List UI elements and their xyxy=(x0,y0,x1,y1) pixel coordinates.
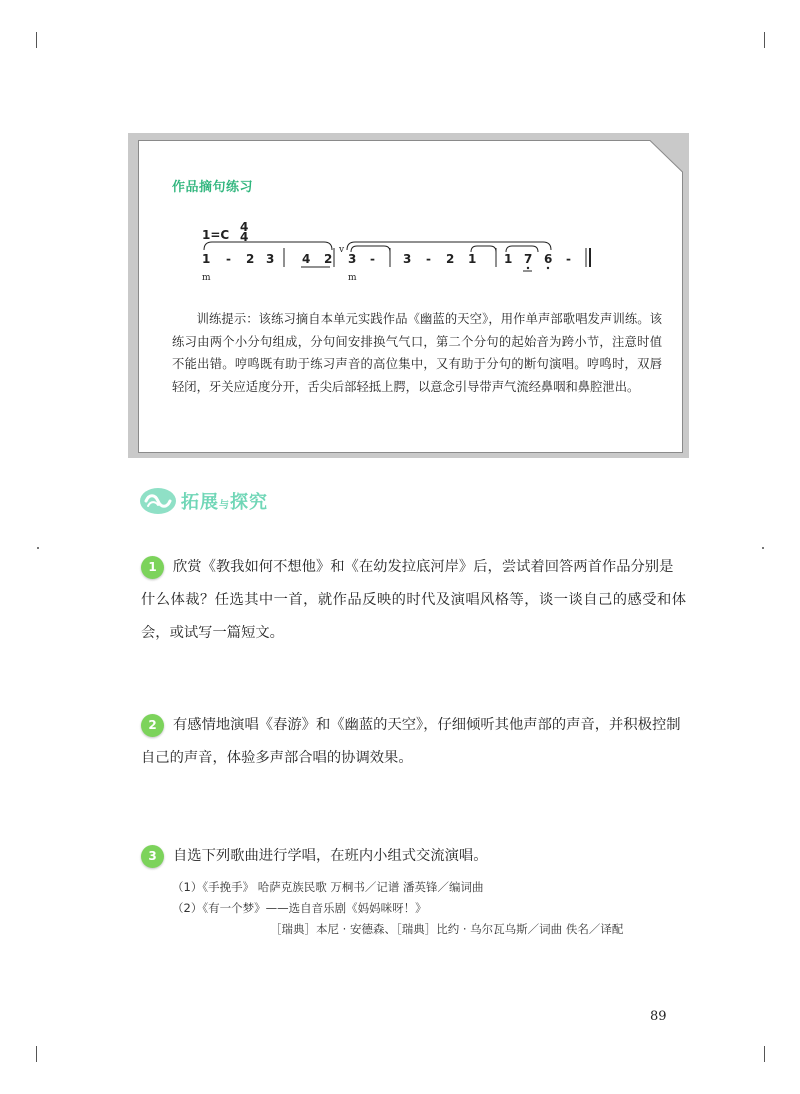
note: 3 xyxy=(403,252,412,266)
registration-dot xyxy=(762,547,764,549)
note: 2 xyxy=(246,252,255,266)
registration-dot xyxy=(37,547,39,549)
number-badge: 2 xyxy=(141,714,164,737)
note: 3 xyxy=(266,252,275,266)
lower-octave-dot xyxy=(527,267,529,269)
box-title: 作品摘句练习 xyxy=(172,180,254,195)
note: 3 xyxy=(348,252,357,266)
note: 2 xyxy=(324,252,333,266)
crop-mark xyxy=(36,32,37,48)
question-item-3 xyxy=(141,840,686,873)
question-item-1 xyxy=(141,551,686,650)
note: 1 xyxy=(202,252,211,266)
humming-mark: m xyxy=(202,273,211,283)
time-top: 4 xyxy=(240,220,249,234)
number-badge: 3 xyxy=(141,845,164,868)
note: 1 xyxy=(504,252,513,266)
time-bottom: 4 xyxy=(240,230,249,244)
note: 7 xyxy=(524,252,533,266)
number-badge: 1 xyxy=(141,556,164,579)
crop-mark xyxy=(36,1046,37,1062)
excerpt-box xyxy=(138,140,683,453)
slur-arc xyxy=(204,242,332,250)
note: - xyxy=(226,252,231,266)
note: - xyxy=(426,252,431,266)
question-text: 欣赏《教我如何不想他》和《在幼发拉底河岸》后，尝试着回答两首作品分别是 什么体裁？任选其中一首，就作品反映的时代及演唱风格等，谈一谈自己的感受和体会，或试写一篇短文。 xyxy=(141,559,686,641)
expand-explore-icon xyxy=(139,487,177,515)
key-signature: 1=C xyxy=(202,228,230,242)
question-item-2 xyxy=(141,709,686,775)
training-hint: 训练提示：该练习摘自本单元实践作品《幽蓝的天空》，用作单声部歌唱发声训练。该练习由两个小分句组成，分句间安排换气气口，第二个分句的起始音为跨小节，注意时值不能出错。哼鸣既有助于练习声音的高位集中，又有助于分句的断句演唱。哼鸣时，双唇轻闭，牙关应适度分开，舌尖后部轻抵上腭，以意念引导带声气流经鼻咽和鼻腔泄出。 xyxy=(172,312,662,394)
song-line-2: （2）《有一个梦》——选自音乐剧《妈妈咪呀！》 xyxy=(172,901,427,915)
note: - xyxy=(370,252,375,266)
question-text: 自选下列歌曲进行学唱，在班内小组式交流演唱。 xyxy=(173,848,488,864)
section-title: 拓展与探究 xyxy=(181,492,268,513)
lower-octave-dot xyxy=(547,267,549,269)
crop-mark xyxy=(764,32,765,48)
humming-mark: m xyxy=(348,273,357,283)
question-text: 有感情地演唱《春游》和《幽蓝的天空》，仔细倾听其他声部的声音，并积极控制 自己的声音，体验多声部合唱的协调效果。 xyxy=(141,717,681,766)
page-number: 89 xyxy=(650,1009,667,1024)
crop-mark xyxy=(764,1046,765,1062)
note: 6 xyxy=(544,252,553,266)
note: 2 xyxy=(446,252,455,266)
note: 1 xyxy=(468,252,477,266)
note: - xyxy=(566,252,571,266)
note: 4 xyxy=(302,252,311,266)
song-line-3: ［瑞典］本尼 · 安德森、［瑞典］比约 · 乌尔瓦乌斯／词曲 佚名／译配 xyxy=(270,922,624,936)
breath-mark: v xyxy=(339,245,345,255)
music-notation xyxy=(138,140,683,300)
song-line-1: （1）《手挽手》 哈萨克族民歌 万桐书／记谱 潘英锋／编词曲 xyxy=(172,880,484,894)
